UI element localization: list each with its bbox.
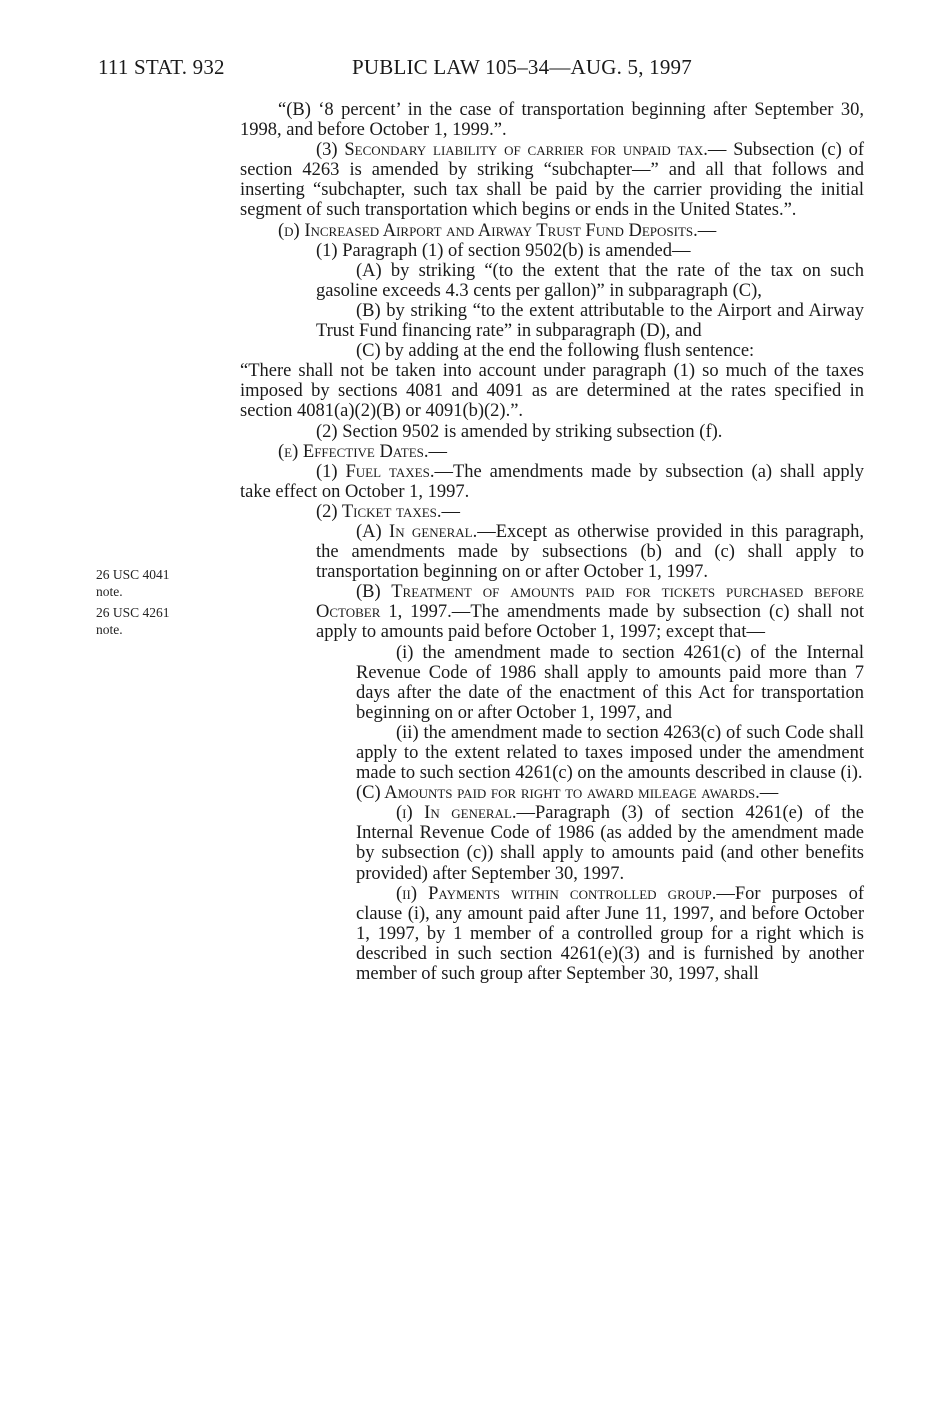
margin-note-4261 — [96, 604, 170, 638]
paragraph — [240, 221, 864, 241]
paragraph — [240, 582, 864, 642]
section-heading: (1) Fuel taxes.— — [316, 461, 453, 482]
margin-note-line: 26 USC 4041 — [96, 567, 170, 582]
paragraph-text: Subsection (c) of section 4263 is amended by striking “subchapter—” and all that follows and inserting “subchapter, such tax shall be paid by the carrier providing the initial segment of such transportation which begins or ends in the United States.”. — [240, 140, 865, 221]
section-heading: (B) Treatment of amounts paid for tickets purchased before October 1, 1997.— — [316, 582, 864, 623]
paragraph-text: “There shall not be taken into account under paragraph (1) so much of the taxes imposed by sections 4081 and 4091 as are determined at the rates specified in section 4081(a)(2)(B) or 4091(b)(2).”. — [240, 361, 864, 422]
section-heading: (ii) Payments within controlled group.— — [396, 883, 735, 904]
section-heading: (d) Increased Airport and Airway Trust Fund Deposits.— — [278, 220, 717, 241]
section-heading: (2) Ticket taxes.— — [316, 501, 461, 522]
section-heading: (A) In general.— — [356, 521, 496, 542]
paragraph — [240, 462, 864, 502]
paragraph — [240, 502, 864, 522]
paragraph-text: “(B) ‘8 percent’ in the case of transportation beginning after September 30, 1998, and before October 1, 1999.”. — [240, 100, 864, 141]
statute-body — [240, 100, 864, 984]
paragraph-text: The amendments made by subsection (c) shall not apply to amounts paid before October 1, 1997; except that— — [316, 602, 864, 643]
paragraph-text: Except as otherwise provided in this paragraph, the amendments made by subsections (b) and (c) shall apply to transportation beginning on or after October 1, 1997. — [316, 521, 864, 583]
paragraph-text: Paragraph (3) of section 4261(e) of the Internal Revenue Code of 1986 (as added by the amendment made by subsection (c)) shall apply to amounts paid (and other benefits provided) after September 30, 1997. — [356, 803, 865, 884]
paragraph — [240, 442, 864, 462]
margin-note-line: note. — [96, 622, 123, 637]
paragraph — [240, 241, 864, 261]
paragraph — [240, 261, 864, 301]
paragraph — [240, 422, 864, 442]
section-heading: (i) In general.— — [396, 803, 536, 824]
paragraph-text: The amendments made by subsection (a) shall apply take effect on October 1, 1997. — [240, 461, 864, 502]
margin-note-line: note. — [96, 584, 123, 599]
paragraph — [240, 643, 864, 723]
paragraph-text: (i) the amendment made to section 4261(c) of the Internal Revenue Code of 1986 shall apply to amounts paid more than 7 days after the date of the enactment of this Act for transportation beginning on or after October 1, 1997, and — [356, 642, 864, 723]
paragraph — [240, 783, 864, 803]
paragraph-text: (ii) the amendment made to section 4263(c) of such Code shall apply to the extent related to taxes imposed under the amendment made to such section 4261(c) on the amounts described in clause (i). — [356, 722, 864, 784]
paragraph — [162, 100, 864, 140]
statute-citation: 111 STAT. 932 — [98, 55, 225, 79]
paragraph — [240, 301, 864, 341]
margin-note-4041 — [96, 566, 170, 600]
paragraph-text: (2) Section 9502 is amended by striking subsection (f). — [316, 421, 723, 442]
paragraph-text: For purposes of clause (i), any amount paid after June 11, 1997, and before October 1, 1997, by 1 member of a controlled group for a right which is described in such section 4261(e)(3) and is furnished by another member of such group after September 30, 1997, shall — [356, 883, 864, 985]
paragraph — [240, 341, 864, 361]
margin-note-line: 26 USC 4261 — [96, 605, 170, 620]
section-heading: (C) Amounts paid for right to award mileage awards.— — [356, 783, 779, 804]
paragraph-text: (B) by striking “to the extent attributable to the Airport and Airway Trust Fund financing rate” in subparagraph (D), and — [316, 300, 864, 342]
paragraph — [240, 723, 864, 783]
paragraph-text: (1) Paragraph (1) of section 9502(b) is amended— — [316, 240, 691, 261]
paragraph — [240, 884, 864, 984]
paragraph-text: (A) by striking “(to the extent that the rate of the tax on such gasoline exceeds 4.3 cents per gallon)” in subparagraph (C), — [316, 260, 864, 301]
section-heading: (3) Secondary liability of carrier for unpaid tax.— — [316, 140, 727, 161]
paragraph — [240, 140, 864, 220]
paragraph-text: (C) by adding at the end the following flush sentence: — [356, 341, 755, 362]
section-heading: (e) Effective Dates.— — [278, 441, 448, 462]
paragraph — [240, 361, 864, 421]
paragraph — [240, 522, 864, 582]
page-title: PUBLIC LAW 105–34—AUG. 5, 1997 — [352, 55, 692, 79]
paragraph — [240, 803, 864, 883]
